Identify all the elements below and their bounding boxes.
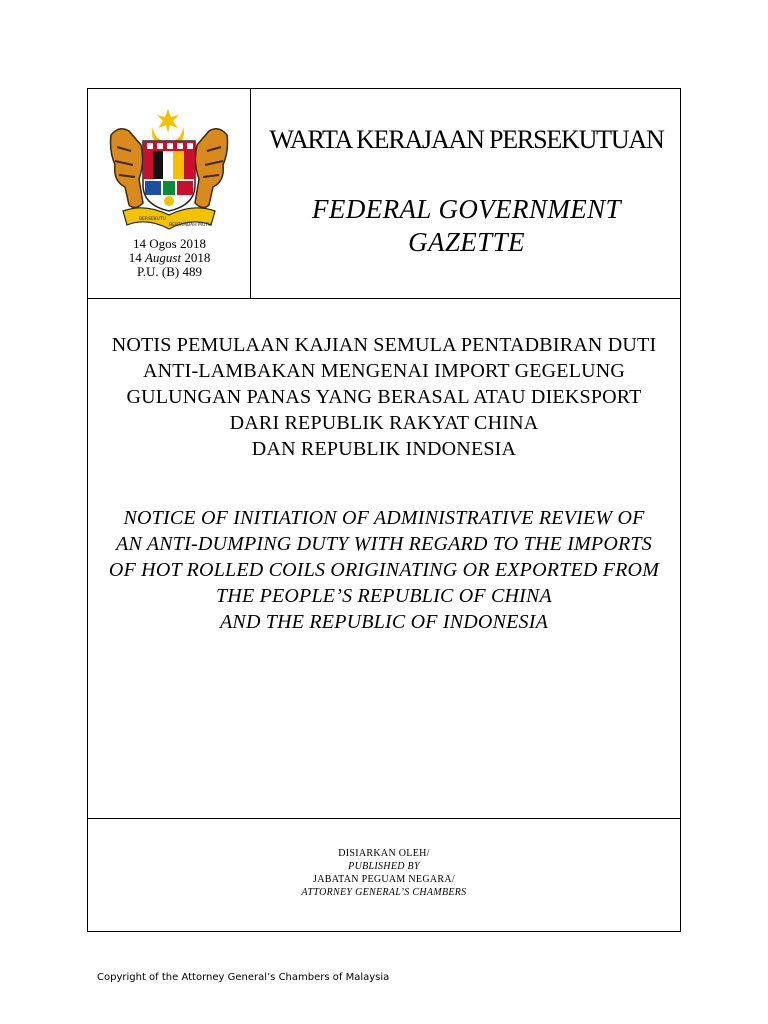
notice-malay-line: DARI REPUBLIK RAKYAT CHINA (229, 412, 539, 434)
notice-english-line: AND THE REPUBLIC OF INDONESIA (220, 611, 548, 633)
header-divider (88, 298, 680, 299)
notice-malay-line: ANTI-LAMBAKAN MENGENAI IMPORT GEGELUNG (142, 360, 626, 382)
notice-english-line: THE PEOPLE’S REPUBLIC OF CHINA (216, 585, 552, 607)
published-by-english: PUBLISHED BY (348, 861, 420, 872)
date-english: 14 August 2018 (128, 250, 211, 265)
notice-malay-line: DAN REPUBLIK INDONESIA (251, 438, 517, 460)
date-malay: 14 Ogos 2018 (133, 236, 206, 251)
svg-text:BERSEKUTU: BERSEKUTU (139, 217, 166, 222)
notice-english-line: OF HOT ROLLED COILS ORIGINATING OR EXPORTED FROM (108, 559, 660, 581)
gazette-title-english: FEDERAL GOVERNMENT GAZETTE (312, 194, 621, 257)
agency-english: ATTORNEY GENERAL’S CHAMBERS (301, 887, 467, 898)
gazette-date-block (88, 237, 251, 279)
malaysia-coat-of-arms-icon (105, 107, 233, 237)
notice-english-line: AN ANTI-DUMPING DUTY WITH REGARD TO THE IMPORTS (116, 533, 652, 555)
notice-malay-line: NOTIS PEMULAAN KAJIAN SEMULA PENTADBIRAN DUTI (111, 334, 657, 356)
notice-title-malay (88, 332, 680, 462)
footer-divider (88, 818, 680, 819)
notice-title-english (88, 505, 680, 635)
gazette-title-malay: WARTA KERAJAAN PERSEKUTUAN (269, 125, 664, 154)
published-by-malay: DISIARKAN OLEH/ (338, 848, 430, 859)
notice-malay-line: GULUNGAN PANAS YANG BERASAL ATAU DIEKSPORT (126, 386, 642, 408)
notice-english-line: NOTICE OF INITIATION OF ADMINISTRATIVE REVIEW OF (123, 507, 645, 529)
svg-text:BERTAMBAH MUTU: BERTAMBAH MUTU (169, 223, 212, 228)
gazette-reference-number: P.U. (B) 489 (136, 264, 202, 279)
agency-malay: JABATAN PEGUAM NEGARA/ (313, 874, 455, 885)
copyright-notice: Copyright of the Attorney General’s Chambers of Malaysia (97, 972, 390, 983)
gazette-cover-frame (87, 88, 681, 932)
crest-panel (88, 89, 251, 298)
publisher-block (88, 847, 680, 899)
